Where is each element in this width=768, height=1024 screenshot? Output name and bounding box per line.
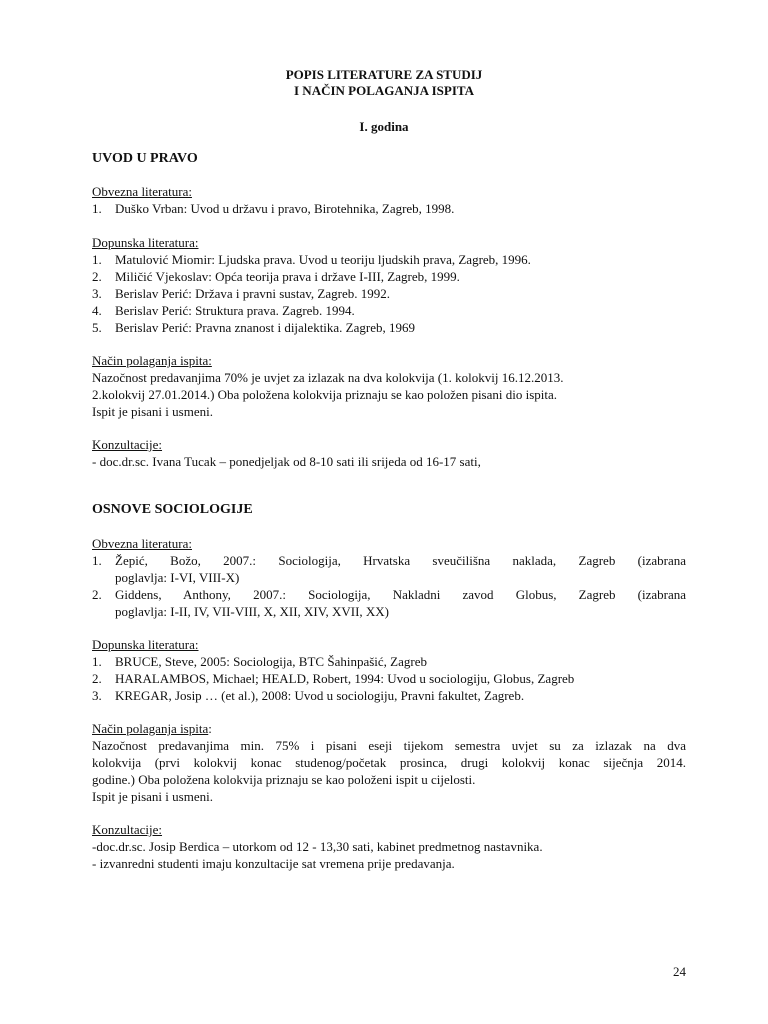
list-item-number: 3. (92, 688, 102, 703)
paragraph-line: Ispit je pisani i usmeni. (92, 404, 213, 419)
nacin-polaganja-heading (92, 720, 686, 737)
list-item-number: 2. (92, 587, 102, 602)
obvezna-literatura-label: Obvezna literatura: (92, 184, 192, 199)
section-heading-uvod-u-pravo: UVOD U PRAVO (92, 151, 198, 166)
list-item-number: 2. (92, 269, 102, 284)
dopunska-literatura-label: Dopunska literatura: (92, 235, 199, 250)
list-item: Miličić Vjekoslav: Opća teorija prava i države I-III, Zagreb, 1999. (115, 269, 460, 284)
document-title-line-1: POPIS LITERATURE ZA STUDIJ (285, 67, 483, 82)
list-item-continuation: poglavlja: I-II, IV, VII-VIII, X, XII, XIV, XVII, XX) (115, 604, 390, 619)
list-item: Žepić, Božo, 2007.: Sociologija, Hrvatska sveučilišna naklada, Zagreb (izabrana (115, 553, 686, 568)
list-item: BRUCE, Steve, 2005: Sociologija, BTC Šahinpašić, Zagreb (115, 654, 427, 669)
dopunska-literatura-label: Dopunska literatura: (92, 637, 199, 652)
list-item-number: 3. (92, 286, 102, 301)
paragraph-line: - izvanredni studenti imaju konzultacije sat vremena prije predavanja. (92, 856, 455, 871)
konzultacije-label: Konzultacije: (92, 822, 163, 837)
paragraph-line: 2.kolokvij 27.01.2014.) Oba položena kolokvija priznaju se kao položen pisani dio ispita. (92, 387, 558, 402)
paragraph-line: godine.) Oba položena kolokvija priznaju se kao položeni ispit u cijelosti. (92, 772, 476, 787)
nacin-polaganja-label: Način polaganja ispita: (92, 353, 212, 368)
list-item: HARALAMBOS, Michael; HEALD, Robert, 1994: Uvod u sociologiju, Globus, Zagreb (115, 671, 575, 686)
list-item-number: 1. (92, 201, 102, 216)
list-item: Matulović Miomir: Ljudska prava. Uvod u teoriju ljudskih prava, Zagreb, 1996. (115, 252, 531, 267)
list-item-number: 4. (92, 303, 102, 318)
page-number: 24 (673, 964, 686, 979)
list-item: KREGAR, Josip … (et al.), 2008: Uvod u sociologiju, Pravni fakultet, Zagreb. (115, 688, 525, 703)
list-item-number: 2. (92, 671, 102, 686)
nacin-polaganja-label: Način polaganja ispita (92, 721, 209, 736)
paragraph-line: - doc.dr.sc. Ivana Tucak – ponedjeljak od 8-10 sati ili srijeda od 16-17 sati, (92, 454, 481, 469)
list-item-number: 1. (92, 252, 102, 267)
section-heading-osnove-sociologije: OSNOVE SOCIOLOGIJE (92, 502, 253, 517)
list-item-number: 5. (92, 320, 102, 335)
document-title-line-2: I NAČIN POLAGANJA ISPITA (294, 83, 474, 98)
list-item: Giddens, Anthony, 2007.: Sociologija, Nakladni zavod Globus, Zagreb (izabrana (115, 587, 686, 602)
year-heading: I. godina (359, 119, 409, 134)
list-item: Berislav Perić: Struktura prava. Zagreb. 1994. (115, 303, 355, 318)
list-item: Berislav Perić: Država i pravni sustav, Zagreb. 1992. (115, 286, 390, 301)
list-item-number: 1. (92, 553, 102, 568)
paragraph-line: Nazočnost predavanjima min. 75% i pisani eseji tijekom semestra uvjet su za izlazak na dva (92, 738, 686, 753)
paragraph-line: kolokvija (prvi kolokvij konac studenog/početak prosinca, drugi kolokvij konac siječnja 2014. (92, 755, 686, 770)
obvezna-literatura-label: Obvezna literatura: (92, 536, 192, 551)
label-colon: : (208, 721, 212, 736)
paragraph-line: Nazočnost predavanjima 70% je uvjet za izlazak na dva kolokvija (1. kolokvij 16.12.2013. (92, 370, 564, 385)
konzultacije-label: Konzultacije: (92, 437, 163, 452)
list-item: Duško Vrban: Uvod u državu i pravo, Birotehnika, Zagreb, 1998. (115, 201, 455, 216)
list-item-continuation: poglavlja: I-VI, VIII-X) (115, 570, 240, 585)
list-item: Berislav Perić: Pravna znanost i dijalektika. Zagreb, 1969 (115, 320, 415, 335)
list-item-number: 1. (92, 654, 102, 669)
paragraph-line: Ispit je pisani i usmeni. (92, 789, 213, 804)
paragraph-line: -doc.dr.sc. Josip Berdica – utorkom od 12 - 13,30 sati, kabinet predmetnog nastavnika. (92, 839, 543, 854)
